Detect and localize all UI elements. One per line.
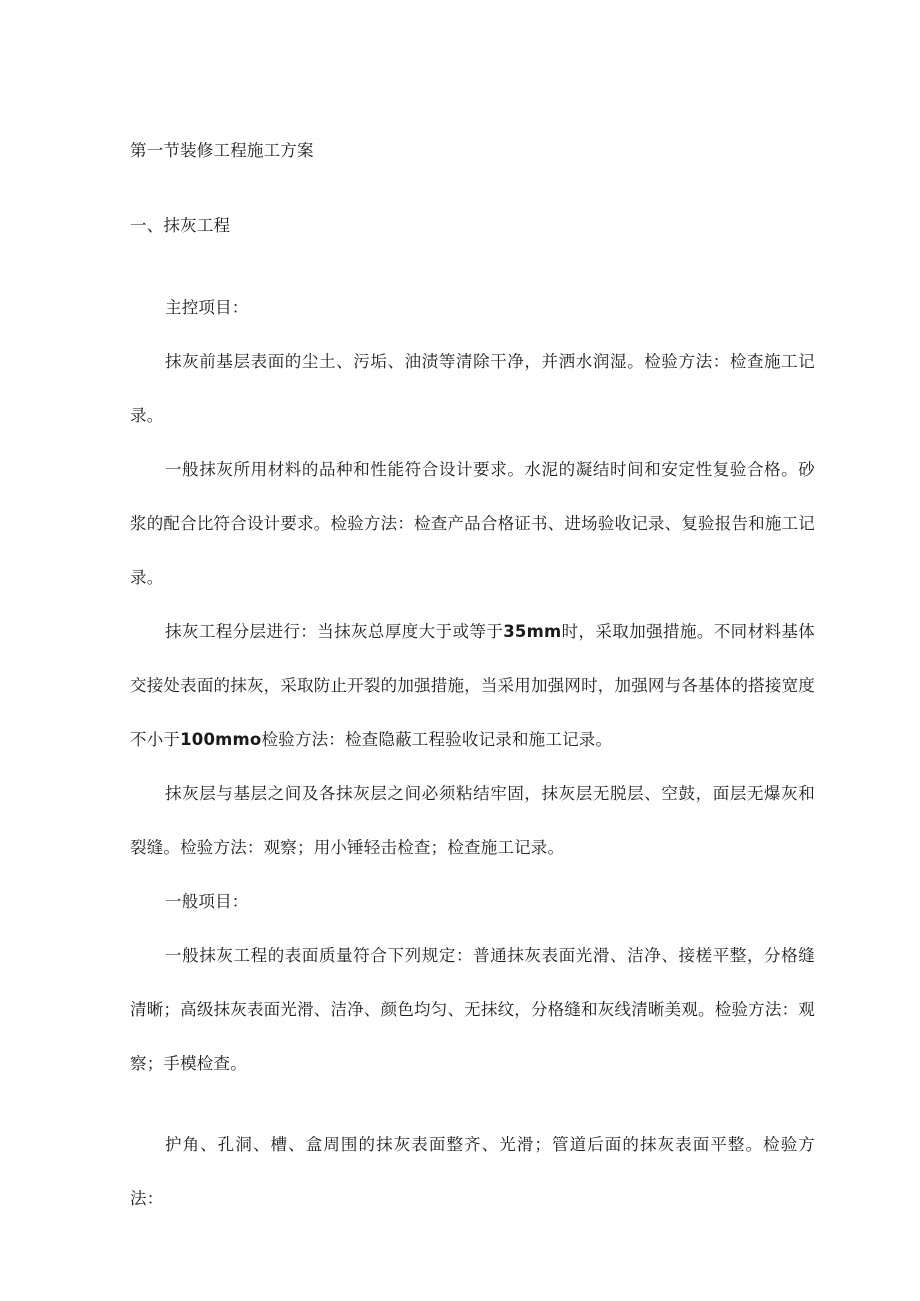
paragraph-5: 一般抹灰工程的表面质量符合下列规定：普通抹灰表面光滑、洁净、接槎平整，分格缝清晰；高级抹灰表面光滑、洁净、颜色均匀、无抹纹，分格缝和灰线清晰美观。检验方法：观察；手模检查。 bbox=[130, 946, 815, 1073]
paragraph-3-part-c: 检验方法：检查隐蔽工程验收记录和施工记录。 bbox=[261, 730, 613, 749]
document-title: 第一节装修工程施工方案 bbox=[130, 141, 314, 160]
general-items-label: 一般项目： bbox=[165, 892, 249, 911]
paragraph-2: 一般抹灰所用材料的品种和性能符合设计要求。水泥的凝结时间和安定性复验合格。砂浆的配合比符合设计要求。检验方法：检查产品合格证书、进场验收记录、复验报告和施工记录。 bbox=[130, 460, 815, 587]
paragraph-6: 护角、孔洞、槽、盒周围的抹灰表面整齐、光滑；管道后面的抹灰表面平整。检验方法： bbox=[130, 1135, 815, 1208]
overlap-width-value: 100mmo bbox=[180, 730, 262, 749]
paragraph-4: 抹灰层与基层之间及各抹灰层之间必须粘结牢固，抹灰层无脱层、空鼓，面层无爆灰和裂缝。检验方法：观察；用小锤轻击检查；检查施工记录。 bbox=[130, 784, 815, 857]
paragraph-1: 抹灰前基层表面的尘土、污垢、油渍等清除干净，并洒水润湿。检验方法：检查施工记录。 bbox=[130, 352, 815, 425]
paragraph-3-part-b: 时，采取加强措施。不同材料基体交接处表面的抹灰，采取防止开裂的加强措施，当采用加强网时，加强网与各基体的搭接宽度不小于 bbox=[130, 622, 816, 749]
thickness-value: 35mm bbox=[503, 622, 562, 641]
paragraph-3 bbox=[130, 605, 815, 767]
paragraph-3-part-a: 抹灰工程分层进行：当抹灰总厚度大于或等于 bbox=[165, 622, 504, 641]
section-heading: 一、抹灰工程 bbox=[130, 216, 231, 235]
main-items-label: 主控项目： bbox=[165, 298, 249, 317]
